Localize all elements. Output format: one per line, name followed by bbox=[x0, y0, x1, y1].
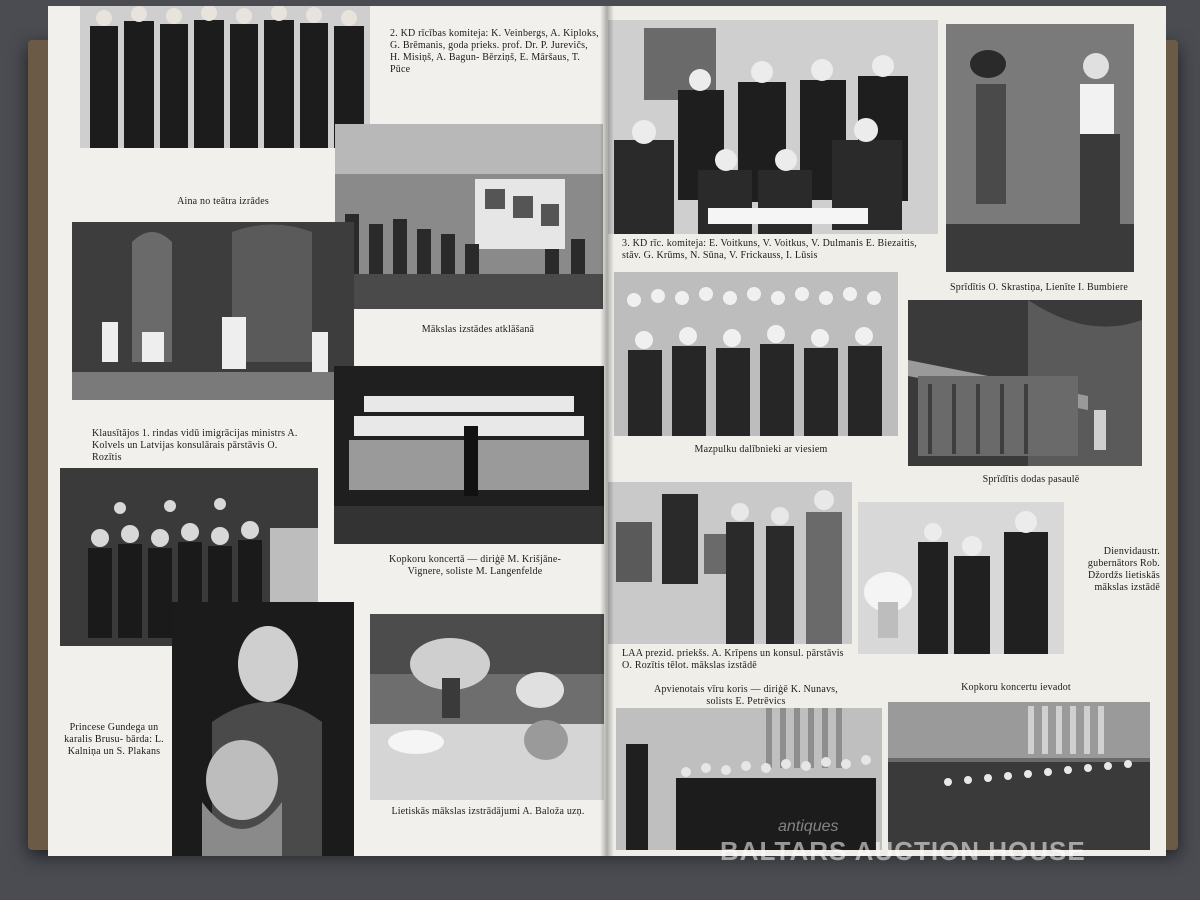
caption-kd3-committee: 3. KD rīc. komiteja: E. Voitkuns, V. Voitkus, V. Dulmanis E. Biezaitis, stāv. G. Krūms, N. Sūna, V. Frickauss, I. Lūsis bbox=[622, 238, 917, 261]
photo-kd3-committee bbox=[608, 20, 938, 234]
photo-theatre-scene bbox=[72, 222, 354, 400]
left-page bbox=[48, 6, 606, 856]
photo-spriditis-scene bbox=[946, 24, 1134, 272]
photo-princess-king bbox=[172, 602, 354, 856]
caption-governor: Dienvidaustr. gubernātors Rob. Džordžs lietiskās mākslas izstādē bbox=[1087, 546, 1160, 593]
photo-art-opening bbox=[335, 124, 603, 309]
photo-committee-standing bbox=[80, 6, 370, 148]
watermark-auction-house: BALTARS AUCTION HOUSE bbox=[720, 836, 1086, 866]
caption-opening-concert: Kopkoru koncertu ievadot bbox=[961, 682, 1071, 693]
caption-spriditis-cast: Sprīdītis O. Skrastiņa, Lienīte I. Bumbiere bbox=[949, 282, 1129, 293]
caption-youth-groups: Mazpulku dalībnieki ar viesiem bbox=[694, 444, 828, 455]
photo-choir-concert bbox=[334, 366, 604, 544]
photo-men-choir bbox=[616, 708, 882, 850]
right-page bbox=[606, 6, 1166, 856]
caption-men-choir: Apvienotais vīru koris — diriģē K. Nunavs, solists E. Petrēvics bbox=[654, 684, 838, 707]
caption-audience: Klausītājos 1. rindas vidū imigrācijas ministrs A. Kolvels un Latvijas konsulārais pārstāvis O. Rozītis bbox=[92, 428, 298, 463]
caption-applied-art: Lietiskās mākslas izstrādājumi A. Baloža uzņ. bbox=[391, 806, 585, 817]
caption-princess: Princese Gundega un karalis Brusu- bārda: L. Kalniņa un S. Plakans bbox=[64, 722, 164, 757]
caption-choir-concert: Kopkoru koncertā — diriģē M. Krišjāne- Vignere, soliste M. Langenfelde bbox=[389, 554, 561, 577]
caption-laa-president: LAA prezid. priekšs. A. Krīpens un konsul. pārstāvis O. Rozītis tēlot. mākslas izstādē bbox=[622, 648, 844, 671]
watermark-antiques: antiques bbox=[778, 818, 839, 835]
photo-applied-art bbox=[370, 614, 604, 800]
caption-kd2-committee: 2. KD rīcības komiteja: K. Veinbergs, A. Kiploks, G. Brēmanis, goda prieks. prof. Dr. P. Jurevičs, H. Misiņš, A. Bagun- Bērziņš, E. Māršaus, T. Pūce bbox=[390, 28, 599, 75]
photo-spriditis-world bbox=[908, 300, 1142, 466]
caption-art-opening: Mākslas izstādes atklāšanā bbox=[421, 324, 535, 335]
photo-youth-groups bbox=[614, 272, 898, 436]
photo-opening-concert bbox=[888, 702, 1150, 850]
photo-governor bbox=[858, 502, 1064, 654]
caption-spriditis-world: Sprīdītis dodas pasaulē bbox=[982, 474, 1080, 485]
caption-theatre-scene: Aina no teātra izrādes bbox=[177, 196, 269, 207]
photo-laa-exhibition bbox=[608, 482, 852, 644]
